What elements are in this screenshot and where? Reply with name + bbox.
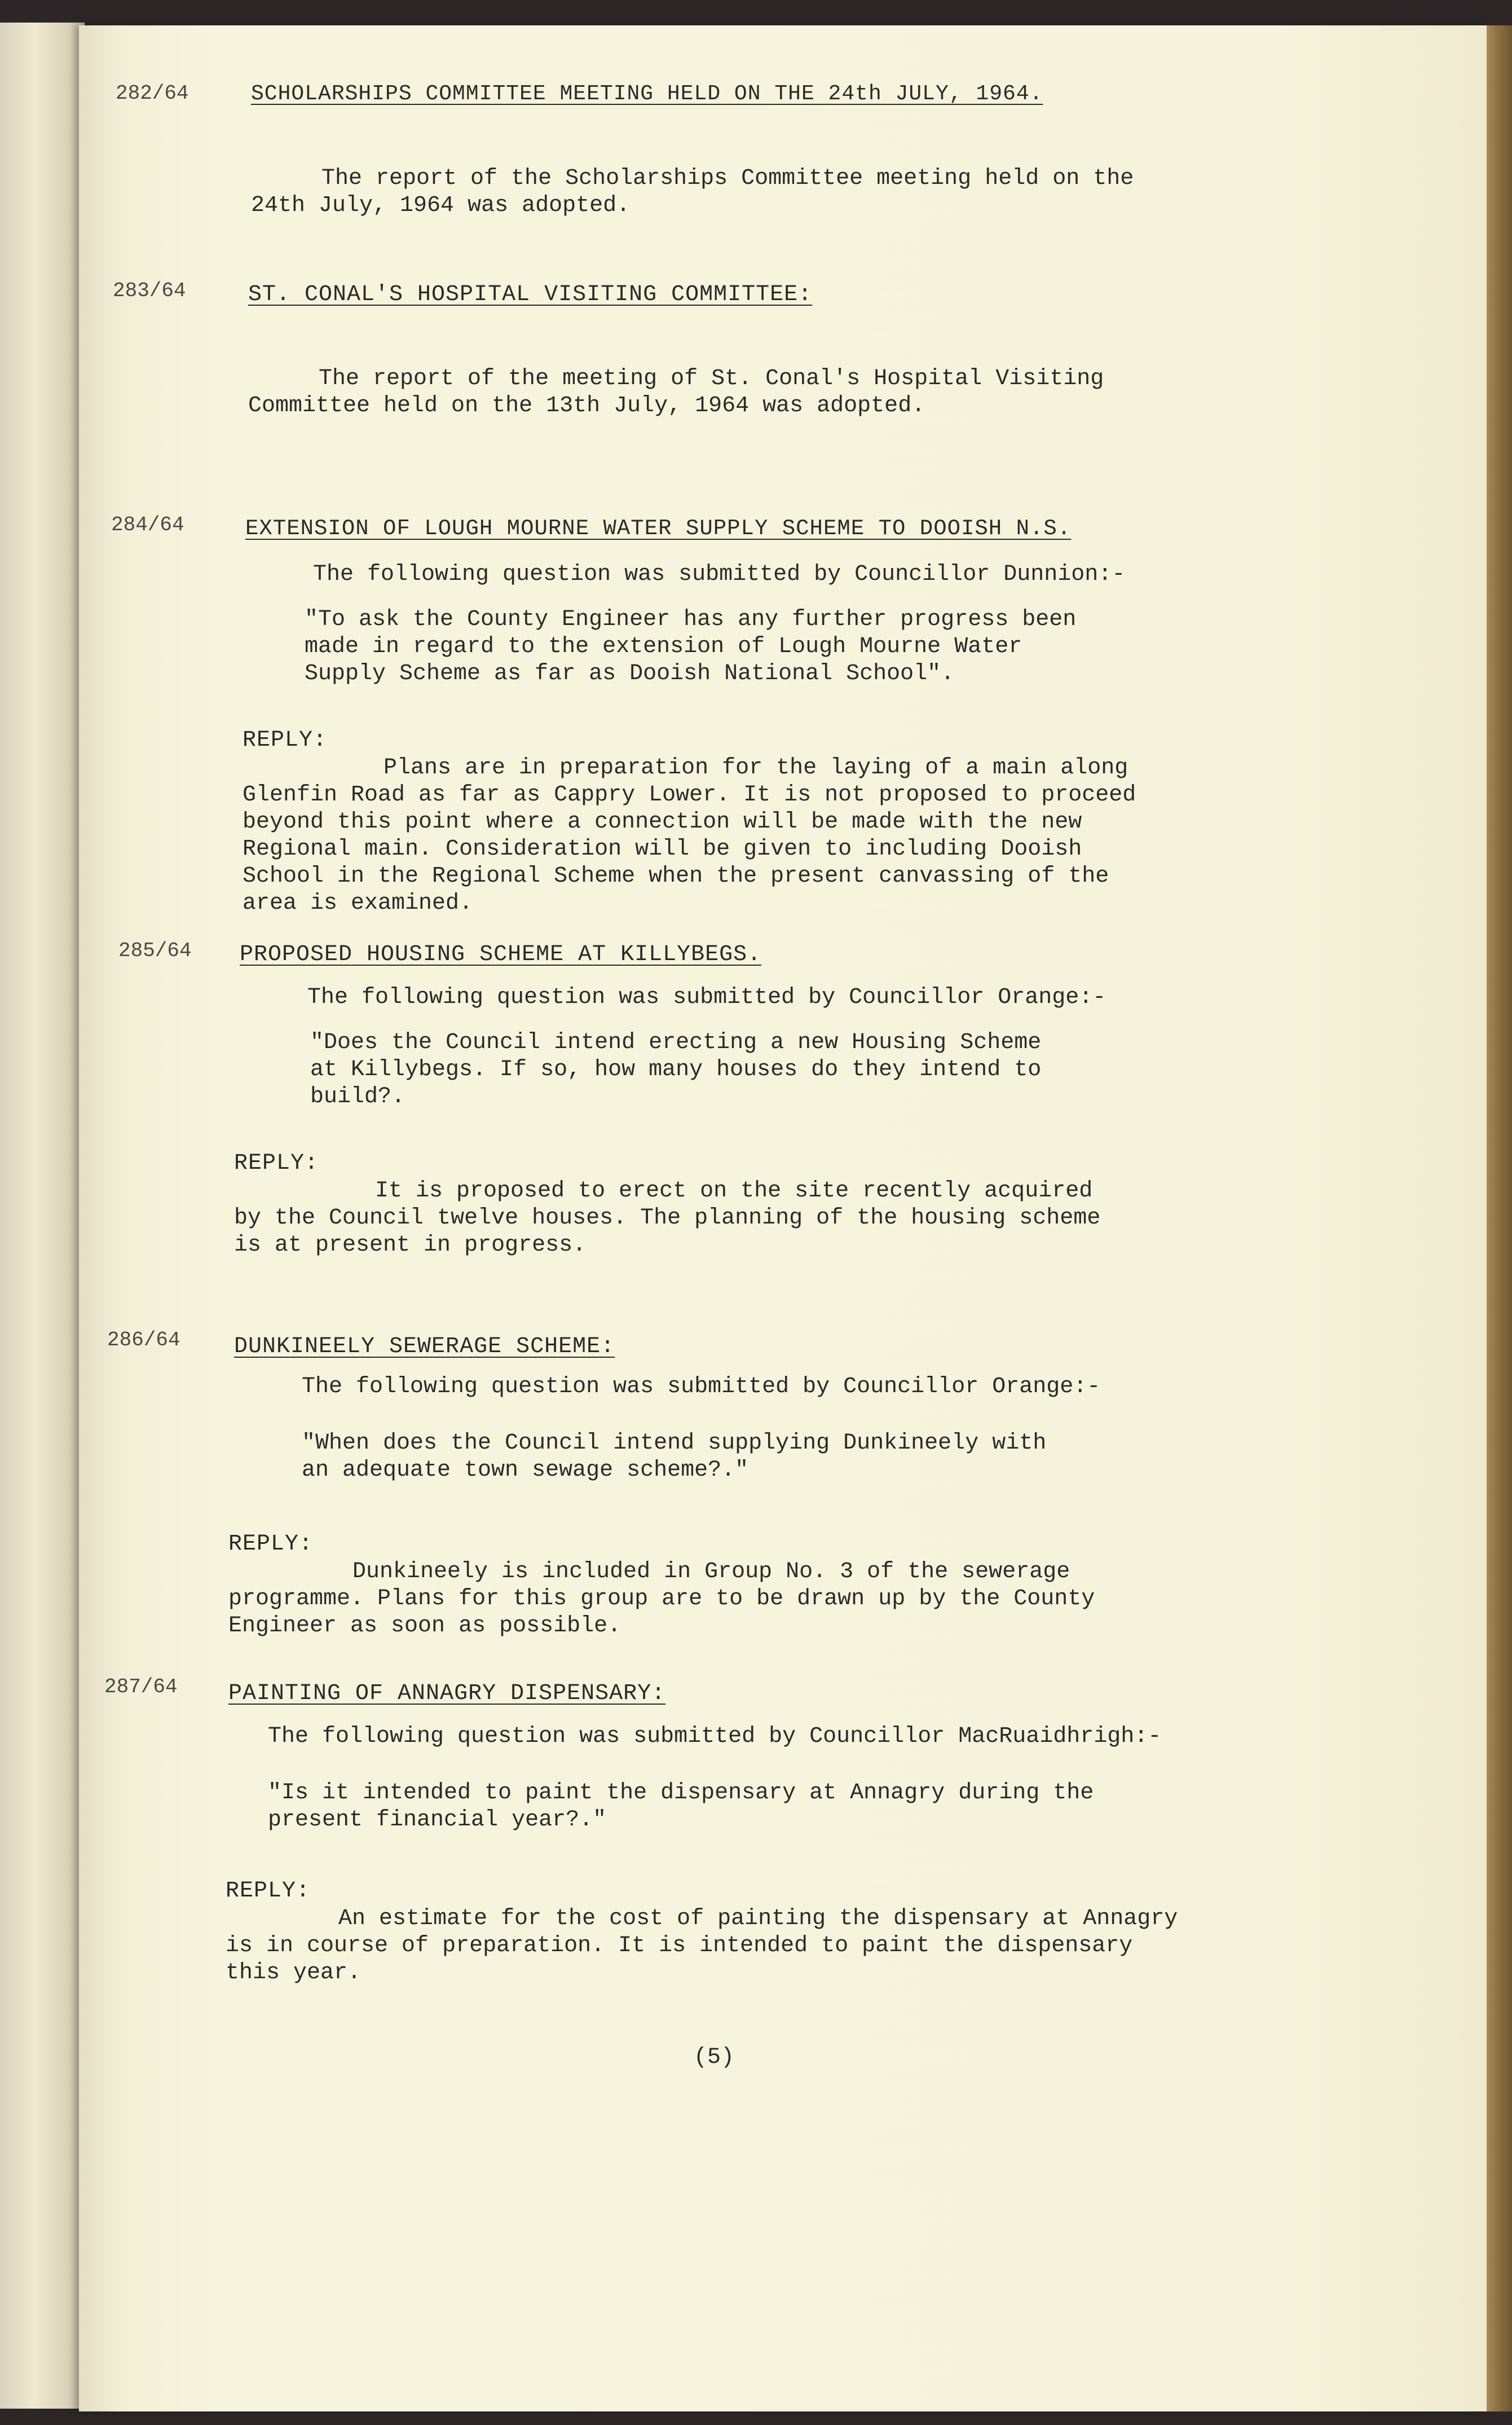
reply-body: Dunkineely is included in Group No. 3 of the sewerage programme. Plans for this group are to be drawn up by the County Engineer as soon as possible. <box>228 1559 1095 1639</box>
reply-label: REPLY: <box>234 1151 319 1176</box>
reply-body: An estimate for the cost of painting the dispensary at Annagry is in course of preparation. It is intended to paint the dispensary this year. <box>226 1906 1178 1986</box>
item-number: 287/64 <box>104 1675 178 1698</box>
reply-body: It is proposed to erect on the site recently acquired by the Council twelve houses. The planning of the housing scheme is at present in progress. <box>234 1178 1101 1258</box>
question-intro: The following question was submitted by Councillor Orange:- <box>302 1374 1101 1399</box>
reply-text <box>228 1531 1266 1640</box>
item-heading: SCHOLARSHIPS COMMITTEE MEETING HELD ON THE 24th JULY, 1964. <box>251 82 1043 106</box>
item-number: 286/64 <box>107 1328 180 1352</box>
document-page <box>79 25 1489 2411</box>
item-number: 285/64 <box>118 939 192 962</box>
reply-label: REPLY: <box>226 1878 311 1904</box>
question-text: "Does the Council intend erecting a new Housing Scheme at Killybegs. If so, how many houses do they intend to build?. <box>310 1030 1042 1110</box>
reply-body: Plans are in preparation for the laying of a main along Glenfin Road as far as Cappry Lower. It is not proposed to proceed beyond this point where a connection will be made with the new Regional main. Consideration will be given to including Dooish School in the Regional Scheme when the present canvassing of the area is examined. <box>243 755 1136 916</box>
item-number: 282/64 <box>116 82 189 105</box>
item-body-text: The report of the Scholarships Committee meeting held on the 24th July, 1964 was adopted. <box>251 166 1134 218</box>
item-body <box>248 338 1104 420</box>
item-heading: PAINTING OF ANNAGRY DISPENSARY: <box>228 1681 666 1706</box>
book-edge <box>1487 25 1512 2411</box>
page-number: (5) <box>694 2045 735 2070</box>
item-body-text: The report of the meeting of St. Conal's Hospital Visiting Committee held on the 13th July, 1964 was adopted. <box>248 366 1104 419</box>
item-heading: DUNKINEELY SEWERAGE SCHEME: <box>234 1334 615 1359</box>
item-heading: ST. CONAL'S HOSPITAL VISITING COMMITTEE: <box>248 282 813 307</box>
reply-text <box>226 1878 1275 1987</box>
item-number: 283/64 <box>113 279 186 302</box>
question-intro: The following question was submitted by Councillor Dunnion:- <box>313 562 1126 587</box>
reply-text <box>243 728 1280 917</box>
question-intro: The following question was submitted by Councillor MacRuaidhrigh:- <box>268 1724 1162 1749</box>
question-text: "Is it intended to paint the dispensary at Annagry during the present financial year?." <box>268 1780 1094 1833</box>
question-intro: The following question was submitted by Councillor Orange:- <box>307 985 1107 1010</box>
reply-text <box>234 1151 1272 1259</box>
question-text: "When does the Council intend supplying Dunkineely with an adequate town sewage scheme?." <box>302 1431 1047 1483</box>
reply-label: REPLY: <box>228 1531 314 1557</box>
book-spine <box>0 23 85 2409</box>
item-number: 284/64 <box>111 513 184 536</box>
item-body <box>251 138 1134 219</box>
item-heading: PROPOSED HOUSING SCHEME AT KILLYBEGS. <box>240 942 762 967</box>
question-text: "To ask the County Engineer has any further progress been made in regard to the extension of Lough Mourne Water Supply Scheme as far as Dooish National School". <box>305 607 1077 686</box>
item-heading: EXTENSION OF LOUGH MOURNE WATER SUPPLY SCHEME TO DOOISH N.S. <box>245 516 1072 541</box>
reply-label: REPLY: <box>243 728 328 753</box>
